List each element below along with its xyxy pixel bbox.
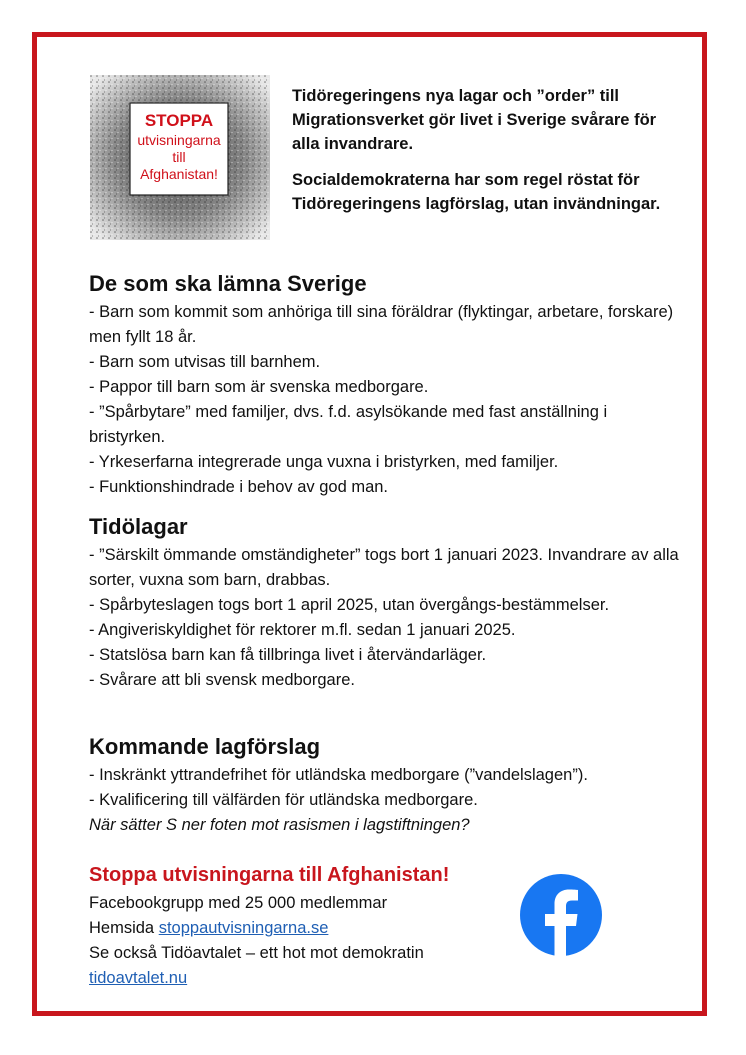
list-item: - Statslösa barn kan få tillbringa livet i återvändarläger. bbox=[89, 646, 487, 664]
see-also-line: Se också Tidöavtalet – ett hot mot demokratin bbox=[89, 944, 424, 962]
list-item: - Yrkeserfarna integrerade unga vuxna i bristyrken, med familjer. bbox=[89, 453, 559, 471]
facebook-group-line: Facebookgrupp med 25 000 medlemmar bbox=[89, 894, 388, 912]
footer-info bbox=[89, 861, 509, 991]
tido-link-line bbox=[89, 966, 509, 991]
list-item: - Inskränkt yttrandefrihet för utländska medborgare (”vandelslagen”). bbox=[89, 766, 588, 784]
sign-line-1: STOPPA bbox=[144, 111, 214, 130]
list-item: - Kvalificering till välfärden för utländska medborgare. bbox=[89, 791, 478, 809]
section-title: De som ska lämna Sverige bbox=[89, 271, 367, 296]
list-item: - Spårbyteslagen togs bort 1 april 2025, utan övergångs-bestämmelser. bbox=[89, 596, 610, 614]
sign-line-2: utvisningarna bbox=[137, 132, 221, 148]
intro-text bbox=[292, 84, 682, 228]
section-tido-laws bbox=[89, 513, 679, 693]
section-upcoming-proposals bbox=[89, 733, 679, 838]
list-item: - Barn som kommit som anhöriga till sina föräldrar (flyktingar, arbetare, forskare) men fyllt 18 år. bbox=[89, 303, 674, 346]
closing-question: När sätter S ner foten mot rasismen i lagstiftningen? bbox=[89, 816, 470, 834]
list-item: - Funktionshindrade i behov av god man. bbox=[89, 478, 389, 496]
section-title: Tidölagar bbox=[89, 514, 188, 539]
footer-headline: Stoppa utvisningarna till Afghanistan! bbox=[89, 864, 450, 886]
list-item: - ”Spårbytare” med familjer, dvs. f.d. asylsökande med fast anställning i bristyrken. bbox=[89, 403, 608, 446]
facebook-icon[interactable] bbox=[519, 873, 603, 957]
list-item: - Svårare att bli svensk medborgare. bbox=[89, 671, 355, 689]
website-line bbox=[89, 916, 509, 941]
website-link[interactable]: stoppautvisningarna.se bbox=[158, 919, 329, 937]
list-item: - Pappor till barn som är svenska medborgare. bbox=[89, 378, 429, 396]
list-item: - Angiveriskyldighet för rektorer m.fl. sedan 1 januari 2025. bbox=[89, 621, 516, 639]
tido-link[interactable]: tidoavtalet.nu bbox=[89, 969, 188, 987]
sign-line-3: till bbox=[172, 149, 186, 165]
section-title: Kommande lagförslag bbox=[89, 734, 321, 759]
intro-paragraph-1: Tidöregeringens nya lagar och ”order” till Migrationsverket gör livet i Sverige svårare för alla invandrare. bbox=[292, 87, 657, 153]
section-leave-sweden bbox=[89, 270, 679, 500]
list-item: - ”Särskilt ömmande omständigheter” togs bort 1 januari 2023. Invandrare av alla sorter, vuxna som barn, drabbas. bbox=[89, 546, 679, 589]
website-label: Hemsida bbox=[89, 919, 159, 937]
protest-sign-image bbox=[90, 75, 270, 240]
sign-line-4: Afghanistan! bbox=[140, 166, 218, 182]
intro-paragraph-2: Socialdemokraterna har som regel röstat för Tidöregeringens lagförslag, utan invändningar. bbox=[292, 171, 661, 213]
list-item: - Barn som utvisas till barnhem. bbox=[89, 353, 321, 371]
